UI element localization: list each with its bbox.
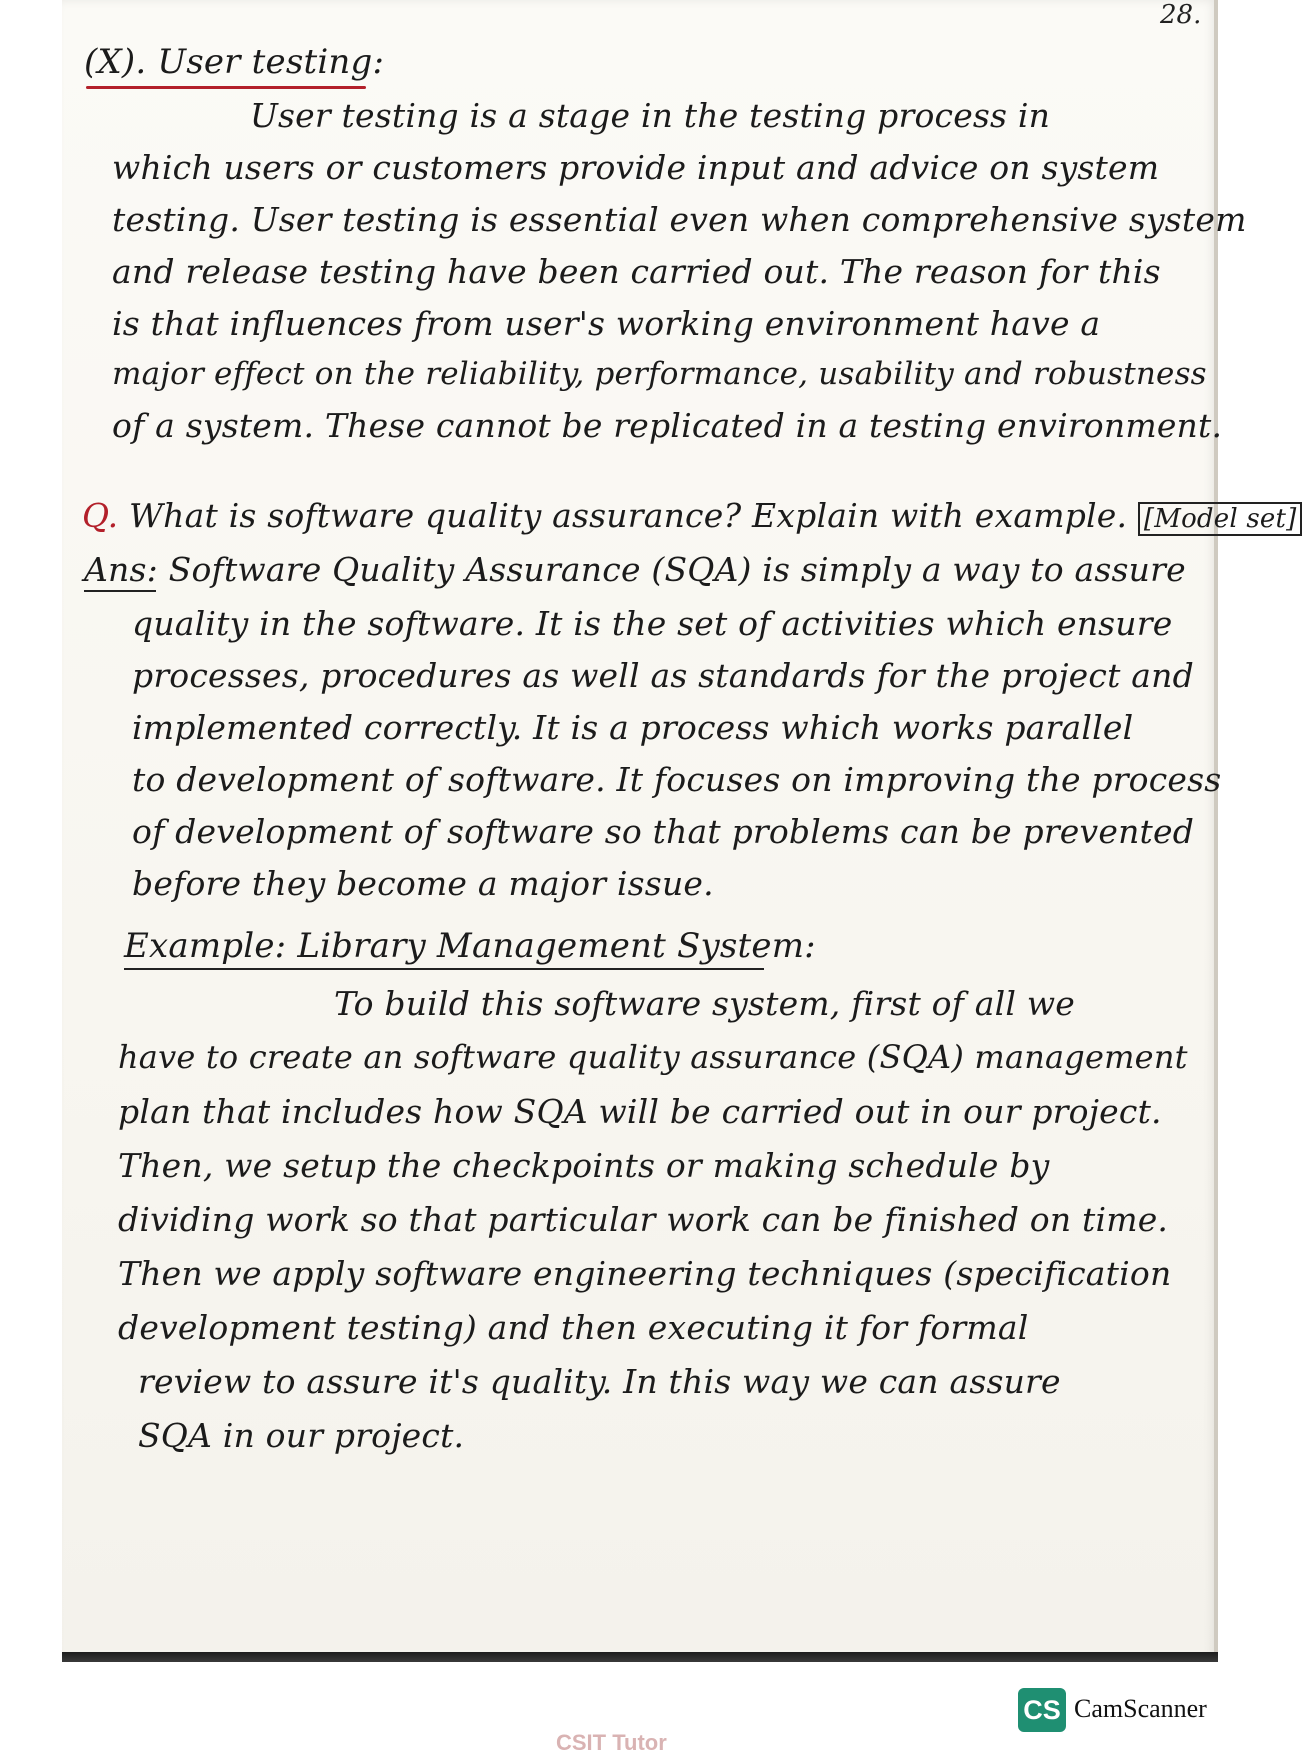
answer-line-4: implemented correctly. It is a process which works parallel [132,708,1134,747]
answer-line-7: before they become a major issue. [132,864,714,903]
user-testing-line-6: major effect on the reliability, performance, usability and robustness [112,356,1207,392]
user-testing-line-4: and release testing have been carried out. The reason for this [112,252,1161,291]
example-line-6: Then we apply software engineering techniques (specification [118,1254,1172,1293]
answer-line-1 [84,550,1186,589]
answer-label: Ans: [84,550,158,589]
answer-label-underline [84,590,156,592]
example-line-4: Then, we setup the checkpoints or making schedule by [118,1146,1050,1185]
page-number: 28. [1160,0,1202,30]
camscanner-logo: CS [1018,1688,1066,1732]
question-mark: Q. [82,496,119,535]
answer-line-6: of development of software so that problems can be prevented [132,812,1195,851]
answer-line-5: to development of software. It focuses on improving the process [132,760,1222,799]
model-set-tag: [Model set] [1138,502,1302,536]
csit-tutor-watermark [556,1730,667,1756]
example-line-3: plan that includes how SQA will be carried out in our project. [118,1092,1162,1131]
user-testing-line-5: is that influences from user's working environment have a [112,304,1101,343]
question-text: What is software quality assurance? Explain with example. [129,496,1128,535]
answer-text-1: Software Quality Assurance (SQA) is simply a way to assure [168,550,1186,589]
example-heading: Example: Library Management System: [124,926,816,966]
user-testing-line-1: User testing is a stage in the testing process in [250,96,1051,135]
paper-right-edge [1214,0,1218,1660]
example-line-7: development testing) and then executing it for formal [118,1308,1029,1347]
example-line-8: review to assure it's quality. In this way we can assure [138,1362,1061,1401]
question-line [82,496,1302,535]
user-testing-heading: (X). User testing: [84,42,385,82]
watermark-text: CSIT Tutor [556,1730,667,1755]
heading-underline [86,86,366,89]
answer-line-3: processes, procedures as well as standards for the project and [132,656,1194,695]
example-line-1: To build this software system, first of all we [334,984,1076,1023]
answer-line-2: quality in the software. It is the set of activities which ensure [132,604,1173,643]
paper-bottom-edge [62,1652,1218,1662]
user-testing-line-7: of a system. These cannot be replicated in a testing environment. [112,406,1223,445]
example-heading-underline [124,968,764,970]
user-testing-line-3: testing. User testing is essential even when comprehensive system [112,200,1247,239]
example-line-5: dividing work so that particular work can be finished on time. [118,1200,1169,1239]
example-line-9: SQA in our project. [138,1416,465,1455]
example-line-2: have to create an software quality assurance (SQA) management [118,1038,1188,1076]
camscanner-name: CamScanner [1074,1694,1207,1723]
user-testing-line-2: which users or customers provide input and advice on system [112,148,1160,187]
